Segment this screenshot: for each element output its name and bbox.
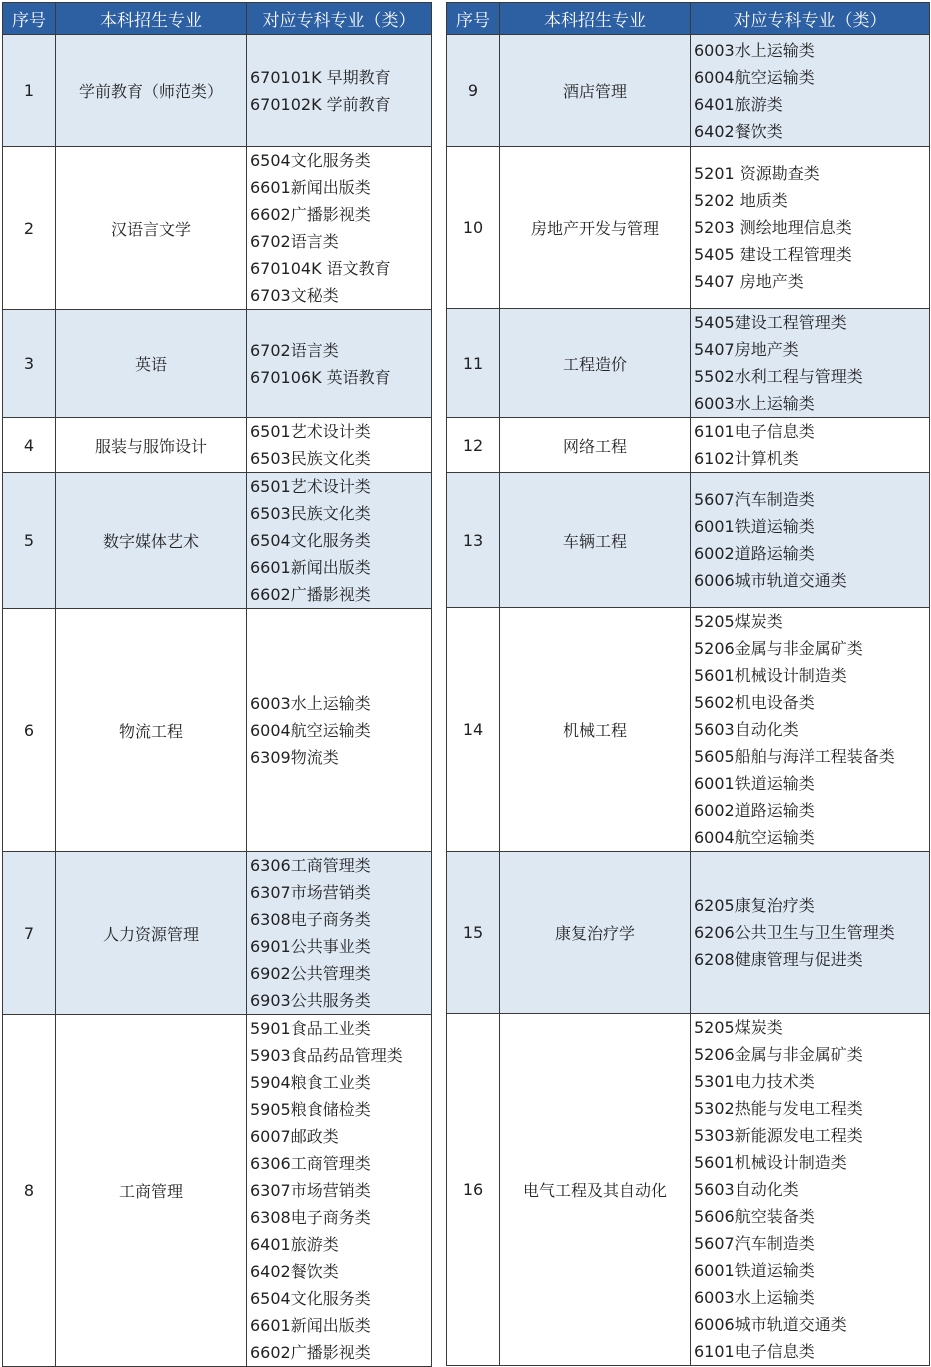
specialty-item: 5607汽车制造类 <box>694 1234 815 1253</box>
specialty-item: 6902公共管理类 <box>250 964 371 983</box>
specialty-list <box>691 35 930 147</box>
specialty-item: 670104K 语文教育 <box>250 259 391 278</box>
specialty-item: 5303新能源发电工程类 <box>694 1126 863 1145</box>
specialty-item: 6003水上运输类 <box>694 1288 815 1307</box>
undergraduate-major: 电气工程及其自动化 <box>500 1014 691 1366</box>
specialty-item: 5606航空装备类 <box>694 1207 815 1226</box>
specialty-item: 5601机械设计制造类 <box>694 666 847 685</box>
undergraduate-major: 工程造价 <box>500 309 691 418</box>
specialty-item: 6602广播影视类 <box>250 205 371 224</box>
specialty-item: 6101电子信息类 <box>694 1342 815 1361</box>
specialty-item: 670106K 英语教育 <box>250 367 391 387</box>
specialty-list <box>247 35 432 147</box>
specialty-item: 6501艺术设计类 <box>250 477 371 496</box>
specialty-item: 6205康复治疗类 <box>694 896 815 915</box>
undergraduate-major: 工商管理 <box>56 1015 247 1367</box>
table-row <box>447 309 930 418</box>
row-number: 4 <box>3 418 56 473</box>
table-row <box>3 852 432 1015</box>
specialty-item: 6001铁道运输类 <box>694 1261 815 1280</box>
specialty-item: 6602广播影视类 <box>250 585 371 604</box>
undergraduate-major: 车辆工程 <box>500 473 691 608</box>
specialty-item: 5903食品药品管理类 <box>250 1046 403 1065</box>
specialty-item: 6601新闻出版类 <box>250 558 371 577</box>
row-number: 14 <box>447 608 500 852</box>
specialty-item: 5407 房地产类 <box>694 272 804 291</box>
specialty-item: 5407房地产类 <box>694 340 799 359</box>
undergraduate-major: 汉语言文学 <box>56 147 247 310</box>
header-specialty: 对应专科专业（类） <box>247 3 432 35</box>
specialty-item: 5205煤炭类 <box>694 1018 783 1037</box>
specialty-item: 6001铁道运输类 <box>694 774 815 793</box>
undergraduate-major: 康复治疗学 <box>500 852 691 1014</box>
specialty-item: 6206公共卫生与卫生管理类 <box>694 923 895 942</box>
undergraduate-major: 数字媒体艺术 <box>56 473 247 609</box>
row-number: 6 <box>3 609 56 852</box>
specialty-item: 6402餐饮类 <box>694 121 783 141</box>
specialty-list <box>691 608 930 852</box>
specialty-item: 670101K 早期教育 <box>250 67 391 87</box>
specialty-item: 6504文化服务类 <box>250 1289 371 1308</box>
specialty-item: 6308电子商务类 <box>250 910 371 929</box>
specialty-list <box>247 473 432 609</box>
table-row <box>3 609 432 852</box>
undergraduate-major: 学前教育（师范类） <box>56 35 247 147</box>
specialty-item: 5206金属与非金属矿类 <box>694 1045 863 1064</box>
specialty-list <box>247 1015 432 1367</box>
row-number: 9 <box>447 35 500 147</box>
table-row <box>3 310 432 418</box>
specialty-list <box>691 473 930 608</box>
specialty-item: 5607汽车制造类 <box>694 490 815 509</box>
undergraduate-major: 人力资源管理 <box>56 852 247 1015</box>
specialty-item: 6003水上运输类 <box>694 394 815 413</box>
specialty-item: 6703文秘类 <box>250 286 339 305</box>
specialty-item: 6309物流类 <box>250 747 339 767</box>
specialty-item: 5603自动化类 <box>694 1180 799 1199</box>
specialty-item: 6702语言类 <box>250 232 339 251</box>
specialty-list <box>691 1014 930 1366</box>
undergraduate-major: 房地产开发与管理 <box>500 147 691 309</box>
table-body-left <box>3 35 432 1367</box>
specialty-item: 6401旅游类 <box>250 1235 339 1254</box>
header-seq: 序号 <box>447 3 500 35</box>
specialty-list <box>247 418 432 473</box>
table-row <box>447 147 930 309</box>
specialty-item: 6006城市轨道交通类 <box>694 1315 847 1334</box>
specialty-item: 5205煤炭类 <box>694 612 783 631</box>
specialty-list <box>691 418 930 473</box>
table-row <box>3 147 432 310</box>
specialty-item: 6501艺术设计类 <box>250 422 371 441</box>
table-row <box>447 418 930 473</box>
specialty-item: 6306工商管理类 <box>250 1154 371 1173</box>
specialty-item: 5602机电设备类 <box>694 693 815 712</box>
row-number: 8 <box>3 1015 56 1367</box>
specialty-item: 6102计算机类 <box>694 449 799 468</box>
specialty-list <box>247 852 432 1015</box>
row-number: 16 <box>447 1014 500 1366</box>
specialty-list <box>247 609 432 852</box>
specialty-list <box>247 147 432 310</box>
table-row <box>3 35 432 147</box>
table-row <box>3 473 432 609</box>
specialty-item: 6006城市轨道交通类 <box>694 571 847 590</box>
specialty-item: 5206金属与非金属矿类 <box>694 639 863 658</box>
specialty-item: 5502水利工程与管理类 <box>694 367 863 386</box>
row-number: 5 <box>3 473 56 609</box>
specialty-item: 6401旅游类 <box>694 94 783 114</box>
undergraduate-major: 机械工程 <box>500 608 691 852</box>
row-number: 1 <box>3 35 56 147</box>
specialty-item: 6307市场营销类 <box>250 1181 371 1200</box>
undergraduate-major: 服装与服饰设计 <box>56 418 247 473</box>
table-body-right <box>447 35 930 1366</box>
specialty-list <box>691 147 930 309</box>
undergraduate-major: 网络工程 <box>500 418 691 473</box>
major-table-left <box>2 2 432 1367</box>
specialty-item: 6007邮政类 <box>250 1127 339 1146</box>
specialty-item: 5601机械设计制造类 <box>694 1153 847 1172</box>
specialty-item: 6402餐饮类 <box>250 1262 339 1281</box>
row-number: 10 <box>447 147 500 309</box>
table-row <box>447 473 930 608</box>
specialty-item: 6601新闻出版类 <box>250 1316 371 1335</box>
specialty-list <box>691 852 930 1014</box>
specialty-item: 5201 资源勘查类 <box>694 164 820 183</box>
row-number: 13 <box>447 473 500 608</box>
specialty-item: 5302热能与发电工程类 <box>694 1099 863 1118</box>
row-number: 12 <box>447 418 500 473</box>
specialty-item: 6601新闻出版类 <box>250 178 371 197</box>
undergraduate-major: 英语 <box>56 310 247 418</box>
specialty-item: 6306工商管理类 <box>250 856 371 875</box>
row-number: 15 <box>447 852 500 1014</box>
specialty-item: 5202 地质类 <box>694 191 788 210</box>
specialty-item: 6004航空运输类 <box>694 828 815 847</box>
specialty-item: 5203 测绘地理信息类 <box>694 218 852 237</box>
specialty-item: 6208健康管理与促进类 <box>694 950 863 969</box>
specialty-item: 6003水上运输类 <box>250 693 371 713</box>
specialty-item: 6504文化服务类 <box>250 151 371 170</box>
specialty-item: 6503民族文化类 <box>250 449 371 468</box>
specialty-item: 6307市场营销类 <box>250 883 371 902</box>
specialty-item: 670102K 学前教育 <box>250 94 391 114</box>
specialty-item: 6503民族文化类 <box>250 504 371 523</box>
table-row <box>447 1014 930 1366</box>
specialty-item: 5905粮食储检类 <box>250 1100 371 1119</box>
specialty-item: 5405 建设工程管理类 <box>694 245 852 264</box>
specialty-item: 5405建设工程管理类 <box>694 313 847 332</box>
specialty-item: 6001铁道运输类 <box>694 517 815 536</box>
row-number: 7 <box>3 852 56 1015</box>
undergraduate-major: 酒店管理 <box>500 35 691 147</box>
specialty-item: 6702语言类 <box>250 340 339 360</box>
row-number: 11 <box>447 309 500 418</box>
specialty-item: 6004航空运输类 <box>694 67 815 87</box>
table-row <box>447 608 930 852</box>
row-number: 3 <box>3 310 56 418</box>
specialty-item: 6602广播影视类 <box>250 1343 371 1362</box>
specialty-item: 6002道路运输类 <box>694 801 815 820</box>
specialty-item: 6504文化服务类 <box>250 531 371 550</box>
table-row <box>3 418 432 473</box>
specialty-item: 6308电子商务类 <box>250 1208 371 1227</box>
specialty-item: 5301电力技术类 <box>694 1072 815 1091</box>
specialty-item: 5603自动化类 <box>694 720 799 739</box>
undergraduate-major: 物流工程 <box>56 609 247 852</box>
specialty-item: 6903公共服务类 <box>250 991 371 1010</box>
specialty-item: 6901公共事业类 <box>250 937 371 956</box>
specialty-item: 6004航空运输类 <box>250 720 371 740</box>
table-row <box>3 1015 432 1367</box>
table-row <box>447 852 930 1014</box>
major-table-right <box>446 2 930 1366</box>
specialty-list <box>247 310 432 418</box>
header-major: 本科招生专业 <box>56 3 247 35</box>
row-number: 2 <box>3 147 56 310</box>
specialty-item: 5605船舶与海洋工程装备类 <box>694 747 895 766</box>
specialty-item: 6003水上运输类 <box>694 40 815 60</box>
header-specialty: 对应专科专业（类） <box>691 3 930 35</box>
specialty-item: 5904粮食工业类 <box>250 1073 371 1092</box>
specialty-list <box>691 309 930 418</box>
specialty-item: 6002道路运输类 <box>694 544 815 563</box>
specialty-item: 6101电子信息类 <box>694 422 815 441</box>
header-seq: 序号 <box>3 3 56 35</box>
table-row <box>447 35 930 147</box>
header-major: 本科招生专业 <box>500 3 691 35</box>
specialty-item: 5901食品工业类 <box>250 1019 371 1038</box>
